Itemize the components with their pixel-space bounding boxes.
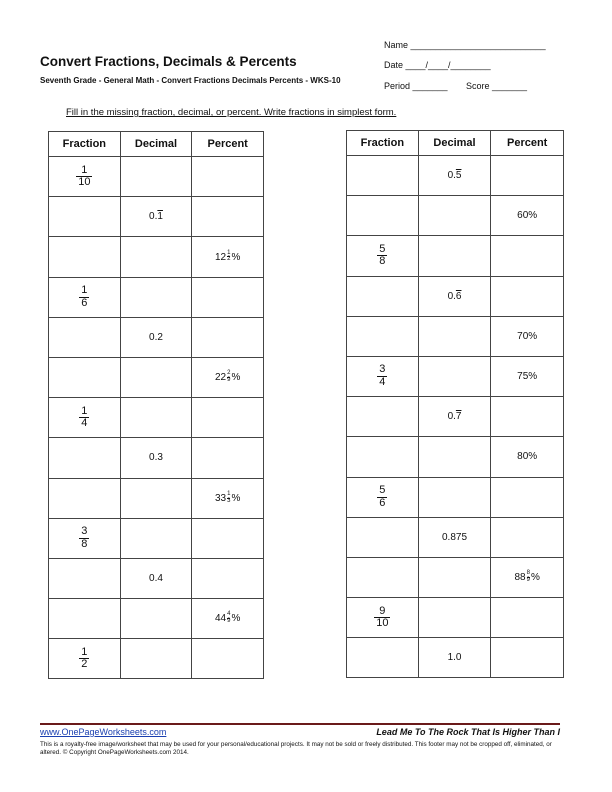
footer-motto: Lead Me To The Rock That Is Higher Than I: [376, 727, 560, 737]
fraction-denominator: 8: [379, 255, 386, 268]
score-field[interactable]: Score _______: [466, 81, 528, 91]
fraction-denominator: 4: [81, 417, 88, 430]
percent-sign: %: [231, 251, 241, 263]
blank-fraction-cell[interactable]: [49, 237, 121, 277]
fraction-numerator: 2: [227, 370, 231, 377]
table-row: [347, 517, 564, 557]
blank-percent-cell[interactable]: [491, 236, 564, 276]
table-row: [49, 277, 264, 317]
table-row: [347, 437, 564, 477]
blank-percent-cell[interactable]: [491, 477, 564, 517]
fraction-numerator: 1: [81, 645, 88, 658]
fraction: [374, 606, 390, 630]
mixed-fraction: [227, 492, 230, 504]
blank-fraction-cell[interactable]: [347, 437, 419, 477]
fraction-denominator: 2: [81, 658, 88, 671]
blank-percent-cell[interactable]: [192, 398, 264, 438]
mixed-fraction: [227, 612, 230, 624]
fraction-numerator: 4: [227, 611, 231, 618]
blank-decimal-cell[interactable]: [120, 599, 192, 639]
fraction: [79, 526, 89, 550]
table-row: [49, 317, 264, 357]
table-row: [347, 477, 564, 517]
blank-percent-cell[interactable]: [491, 598, 564, 638]
blank-fraction-cell[interactable]: [49, 317, 121, 357]
date-field[interactable]: Date ____/____/________: [384, 60, 491, 70]
blank-decimal-cell[interactable]: [120, 478, 192, 518]
fraction-cell: [49, 639, 121, 679]
mixed-fraction: [227, 251, 230, 263]
fraction-denominator: 6: [81, 296, 88, 309]
blank-fraction-cell[interactable]: [49, 478, 121, 518]
percent-whole: 12: [214, 251, 227, 263]
fraction-cell: [347, 236, 419, 276]
fraction-denominator: 2: [227, 256, 231, 263]
blank-percent-cell[interactable]: [491, 638, 564, 678]
decimal-whole: 0.: [447, 170, 456, 182]
blank-decimal-cell[interactable]: [120, 518, 192, 558]
table-row: [49, 478, 264, 518]
percent-whole: 88: [514, 572, 526, 584]
percent-whole: 33: [214, 492, 227, 504]
table-row: [49, 558, 264, 598]
fraction-denominator: 9: [526, 576, 530, 583]
table-row: [347, 598, 564, 638]
fraction-denominator: 6: [379, 496, 386, 509]
blank-percent-cell[interactable]: [192, 518, 264, 558]
fraction-denominator: 9: [227, 377, 231, 384]
percent-whole: 22: [214, 372, 227, 384]
blank-decimal-cell[interactable]: [418, 356, 491, 396]
blank-fraction-cell[interactable]: [347, 397, 419, 437]
blank-decimal-cell[interactable]: [120, 357, 192, 397]
percent-header: Percent: [192, 132, 264, 157]
table-row: [347, 316, 564, 356]
blank-percent-cell[interactable]: [192, 317, 264, 357]
table-row: [49, 157, 264, 197]
blank-decimal-cell[interactable]: [120, 157, 192, 197]
decimal-whole: 0.: [149, 211, 158, 223]
table-header-row: [347, 131, 564, 156]
blank-fraction-cell[interactable]: [49, 558, 121, 598]
name-field[interactable]: Name ___________________________: [384, 40, 546, 50]
table-row: [347, 236, 564, 276]
decimal-cell: [418, 156, 491, 196]
blank-decimal-cell[interactable]: [418, 437, 491, 477]
blank-fraction-cell[interactable]: [49, 197, 121, 237]
table-row: [49, 518, 264, 558]
worksheet-title: Convert Fractions, Decimals & Percents: [40, 54, 297, 69]
fraction-numerator: 1: [81, 163, 88, 176]
fraction-denominator: 10: [78, 176, 91, 189]
decimal-cell: 0.3: [120, 438, 192, 478]
blank-fraction-cell[interactable]: [347, 517, 419, 557]
fraction: [377, 244, 387, 268]
fraction-numerator: 1: [227, 249, 231, 256]
table-row: [49, 599, 264, 639]
fraction-numerator: 5: [379, 242, 386, 255]
mixed-fraction: [527, 571, 530, 583]
blank-percent-cell[interactable]: [192, 639, 264, 679]
blank-percent-cell[interactable]: [491, 397, 564, 437]
blank-percent-cell[interactable]: [491, 156, 564, 196]
blank-decimal-cell[interactable]: [418, 236, 491, 276]
fraction: [377, 485, 387, 509]
fraction-denominator: 3: [227, 497, 231, 504]
table-row: [347, 557, 564, 597]
decimal-cell: 0.4: [120, 558, 192, 598]
blank-fraction-cell[interactable]: [347, 276, 419, 316]
percent-cell: [192, 237, 264, 277]
blank-fraction-cell[interactable]: [347, 638, 419, 678]
table-row: [347, 356, 564, 396]
fraction-cell: [49, 277, 121, 317]
right-conversion-table: [346, 130, 564, 678]
fraction-cell: [49, 157, 121, 197]
blank-fraction-cell[interactable]: [347, 316, 419, 356]
period-field[interactable]: Period _______: [384, 81, 448, 91]
fraction-numerator: 1: [81, 404, 88, 417]
fraction-header: Fraction: [49, 132, 121, 157]
decimal-cell: [418, 276, 491, 316]
repeating-digit: 1: [157, 211, 163, 223]
fraction-numerator: 3: [379, 363, 386, 376]
fraction-denominator: 10: [376, 617, 389, 630]
decimal-cell: 0.875: [418, 517, 491, 557]
blank-fraction-cell[interactable]: [49, 357, 121, 397]
fraction-numerator: 9: [379, 604, 386, 617]
table-row: [347, 397, 564, 437]
percent-whole: 44: [214, 613, 227, 625]
fraction: [377, 364, 387, 388]
table-row: [49, 237, 264, 277]
blank-fraction-cell[interactable]: [49, 438, 121, 478]
blank-percent-cell[interactable]: [192, 438, 264, 478]
blank-decimal-cell[interactable]: [418, 557, 491, 597]
fraction: [76, 165, 92, 189]
table-header-row: [49, 132, 264, 157]
fraction-numerator: 5: [379, 484, 386, 497]
table-row: [347, 156, 564, 196]
decimal-cell: [418, 397, 491, 437]
percent-cell: 75%: [491, 356, 564, 396]
fraction-cell: [49, 518, 121, 558]
fraction-numerator: 1: [227, 490, 231, 497]
footer-divider: [40, 723, 560, 725]
fraction-cell: [347, 356, 419, 396]
fraction: [79, 285, 89, 309]
table-row: [347, 276, 564, 316]
footer-copyright-note: This is a royalty-free image/worksheet that may be used for your personal/educational projects. It may not be sold or freely distributed. This footer may not be cropped off, eliminated, or altered. © Copyright OnePageWorksheets.com 2014.: [40, 741, 552, 756]
repeating-digit: 5: [455, 170, 462, 182]
percent-cell: [192, 357, 264, 397]
fraction-numerator: 1: [81, 284, 88, 297]
percent-cell: [192, 599, 264, 639]
fraction: [79, 647, 89, 671]
table-row: [49, 639, 264, 679]
percent-cell: [192, 478, 264, 518]
blank-decimal-cell[interactable]: [418, 316, 491, 356]
footer-website-link[interactable]: www.OnePageWorksheets.com: [40, 727, 167, 737]
percent-sign: %: [231, 613, 241, 625]
blank-decimal-cell[interactable]: [120, 639, 192, 679]
table-row: [49, 398, 264, 438]
fraction-numerator: 8: [526, 570, 530, 577]
percent-cell: [491, 557, 564, 597]
percent-header: Percent: [491, 131, 564, 156]
blank-percent-cell[interactable]: [192, 558, 264, 598]
decimal-cell: 1.0: [418, 638, 491, 678]
table-row: [347, 196, 564, 236]
table-row: [49, 197, 264, 237]
fraction-denominator: 8: [81, 537, 88, 550]
blank-decimal-cell[interactable]: [120, 237, 192, 277]
decimal-whole: 0.: [447, 290, 456, 302]
percent-sign: %: [231, 372, 241, 384]
percent-cell: 60%: [491, 196, 564, 236]
table-row: [49, 357, 264, 397]
left-conversion-table: [48, 131, 264, 679]
blank-decimal-cell[interactable]: [418, 196, 491, 236]
decimal-header: Decimal: [120, 132, 192, 157]
worksheet-subtitle: Seventh Grade - General Math - Convert Fractions Decimals Percents - WKS-10: [40, 76, 341, 85]
blank-percent-cell[interactable]: [192, 157, 264, 197]
blank-percent-cell[interactable]: [192, 277, 264, 317]
fraction-cell: [347, 598, 419, 638]
repeating-digit: 6: [455, 290, 462, 302]
percent-sign: %: [231, 492, 241, 504]
percent-cell: 70%: [491, 316, 564, 356]
fraction-numerator: 3: [81, 525, 88, 538]
instructions: Fill in the missing fraction, decimal, or percent. Write fractions in simplest form.: [66, 107, 397, 118]
blank-fraction-cell[interactable]: [347, 196, 419, 236]
decimal-cell: 0.2: [120, 317, 192, 357]
repeating-digit: 7: [455, 411, 462, 423]
mixed-fraction: [227, 371, 230, 383]
fraction-cell: [347, 477, 419, 517]
decimal-whole: 0.: [447, 411, 456, 423]
blank-percent-cell[interactable]: [491, 517, 564, 557]
decimal-cell: [120, 197, 192, 237]
percent-sign: %: [530, 572, 540, 584]
blank-percent-cell[interactable]: [491, 276, 564, 316]
table-row: [49, 438, 264, 478]
blank-decimal-cell[interactable]: [418, 477, 491, 517]
blank-fraction-cell[interactable]: [347, 557, 419, 597]
blank-decimal-cell[interactable]: [120, 277, 192, 317]
decimal-header: Decimal: [418, 131, 491, 156]
table-row: [347, 638, 564, 678]
blank-decimal-cell[interactable]: [120, 398, 192, 438]
fraction-header: Fraction: [347, 131, 419, 156]
fraction-cell: [49, 398, 121, 438]
blank-fraction-cell[interactable]: [49, 599, 121, 639]
percent-cell: 80%: [491, 437, 564, 477]
fraction-denominator: 4: [379, 376, 386, 389]
blank-decimal-cell[interactable]: [418, 598, 491, 638]
blank-percent-cell[interactable]: [192, 197, 264, 237]
blank-fraction-cell[interactable]: [347, 156, 419, 196]
fraction-denominator: 9: [227, 618, 231, 625]
fraction: [79, 406, 89, 430]
